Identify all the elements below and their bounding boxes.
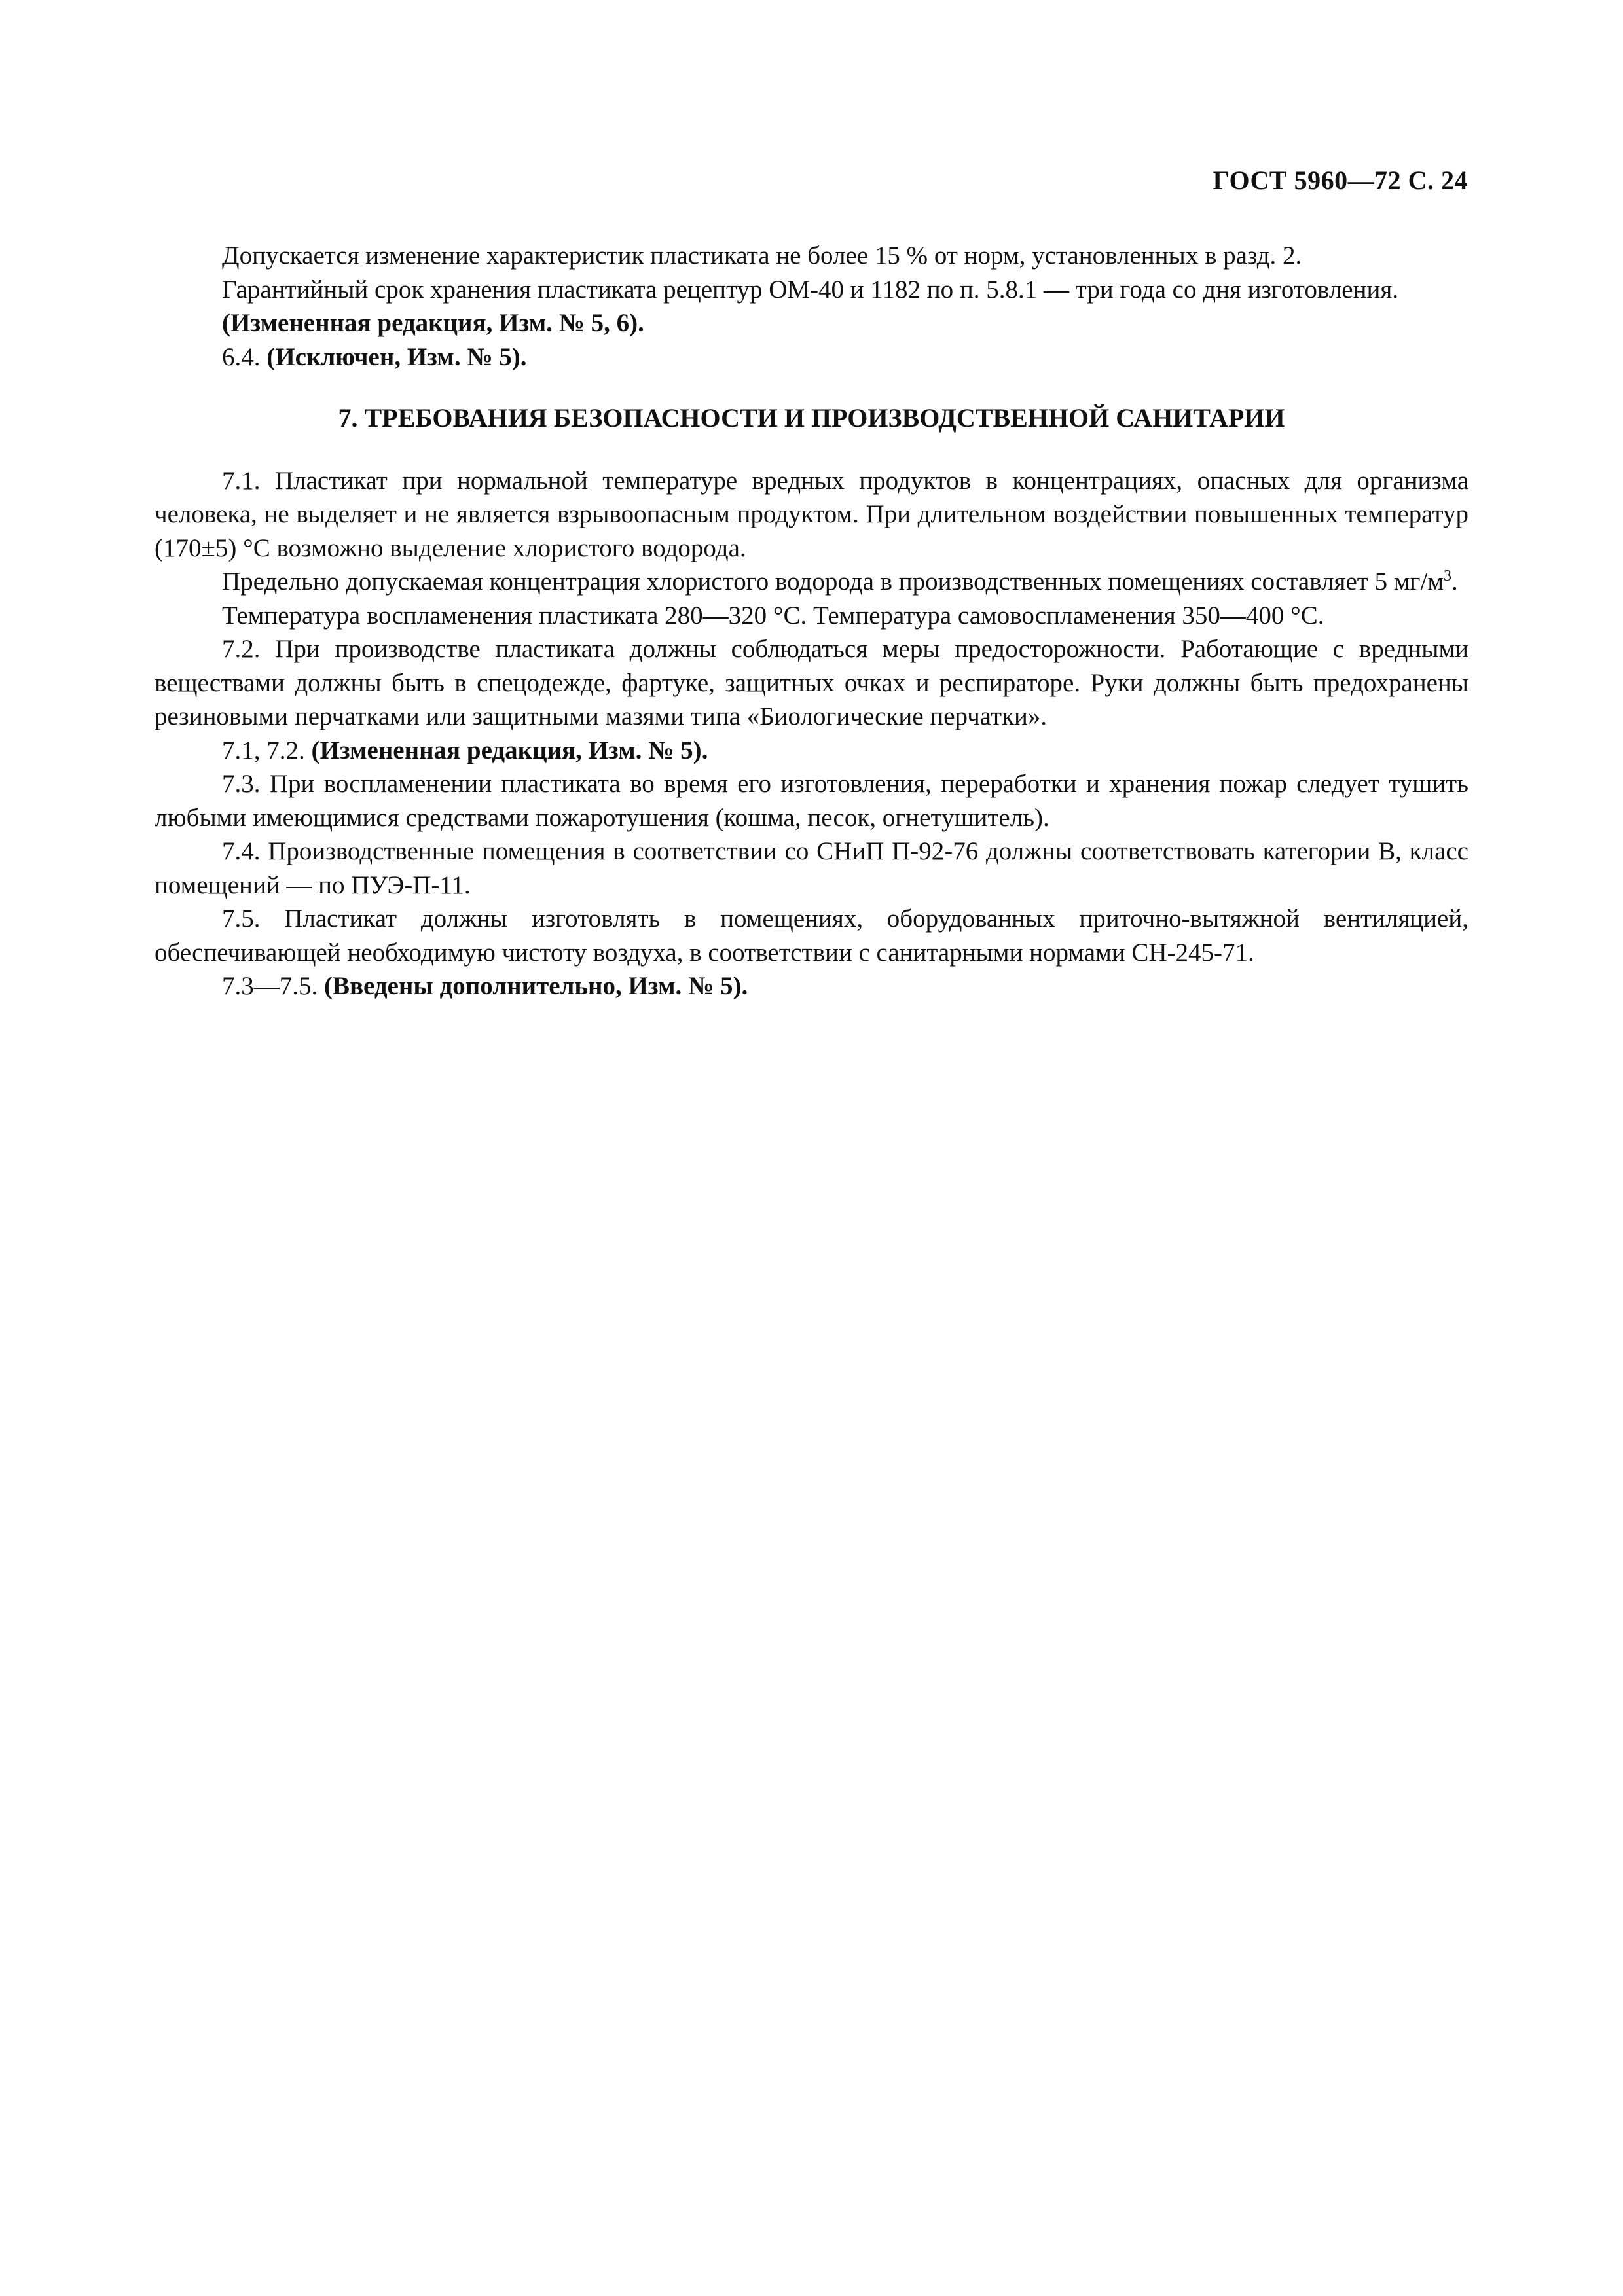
paragraph-revision-note [155,306,1468,340]
paragraph-7-3: 7.3. При воспламенении пластиката во время его изготовления, переработки и хранения пожар следует тушить любыми имеющимися средствами пожаротушения (кошма, песок, огнетушитель). [155,770,1468,832]
revision-note-bold: (Измененная редакция, Изм. № 5). [311,736,708,764]
paragraph-6-4 [155,340,1468,374]
clause-number: 6.4. [222,342,261,371]
added-note-bold: (Введены дополнительно, Изм. № 5). [324,972,748,1000]
paragraph-7-2: 7.2. При производстве пластиката должны соблюдаться меры предосторожности. Работающие с вредными веществами должны быть в спецодежде, фартуке, защитных очках и респираторе. Руки должны быть предохранены резиновыми перчатками или защитными мазями типа «Биологические перчатки». [155,635,1468,730]
paragraph-7-5: 7.5. Пластикат должны изготовлять в помещениях, оборудованных приточно-вытяжной вентиляцией, обеспечивающей необходимую чистоту воздуха, в соответствии с санитарными нормами СН-245-71. [155,905,1468,967]
revision-note-bold: (Измененная редакция, Изм. № 5, 6). [222,309,644,337]
concentration-text: Предельно допускаемая концентрация хлористого водорода в производственных помещениях составляет 5 мг/м [222,567,1444,596]
paragraph-revision-7-3-7-5 [155,969,1468,1003]
paragraph-ignition-temperature: Температура воспламенения пластиката 280—320 °С. Температура самовоспламенения 350—400 °С. [222,601,1324,630]
paragraph-shelf-life: Гарантийный срок хранения пластиката рецептур ОМ-40 и 1182 по п. 5.8.1 — три года со дня изготовления. [222,275,1399,304]
clause-excluded-note: (Исключен, Изм. № 5). [266,342,527,371]
paragraph-revision-7-1-7-2 [155,734,1468,768]
paragraph-7-1: 7.1. Пластикат при нормальной температуре вредных продуктов в концентрациях, опасных для организма человека, не выделяет и не является взрывоопасным продуктом. При длительном воздействии повышенных температур (170±5) °С возможно выделение хлористого водорода. [155,466,1468,562]
paragraph-concentration-limit [155,565,1468,599]
paragraph-7-4: 7.4. Производственные помещения в соответствии со СНиП П-92-76 должны соответствовать категории В, класс помещений — по ПУЭ-П-11. [155,837,1468,899]
clause-number: 7.1, 7.2. [222,736,305,764]
concentration-end: . [1451,567,1458,596]
section-heading: 7. ТРЕБОВАНИЯ БЕЗОПАСНОСТИ И ПРОИЗВОДСТВЕННОЙ САНИТАРИИ [338,403,1285,433]
clause-number: 7.3—7.5. [222,972,318,1000]
superscript-3: 3 [1444,567,1452,584]
paragraph-deviation: Допускается изменение характеристик пластиката не более 15 % от норм, установленных в разд. 2. [222,242,1302,270]
page-header: ГОСТ 5960—72 С. 24 [1213,166,1468,195]
document-body [155,239,1468,1003]
